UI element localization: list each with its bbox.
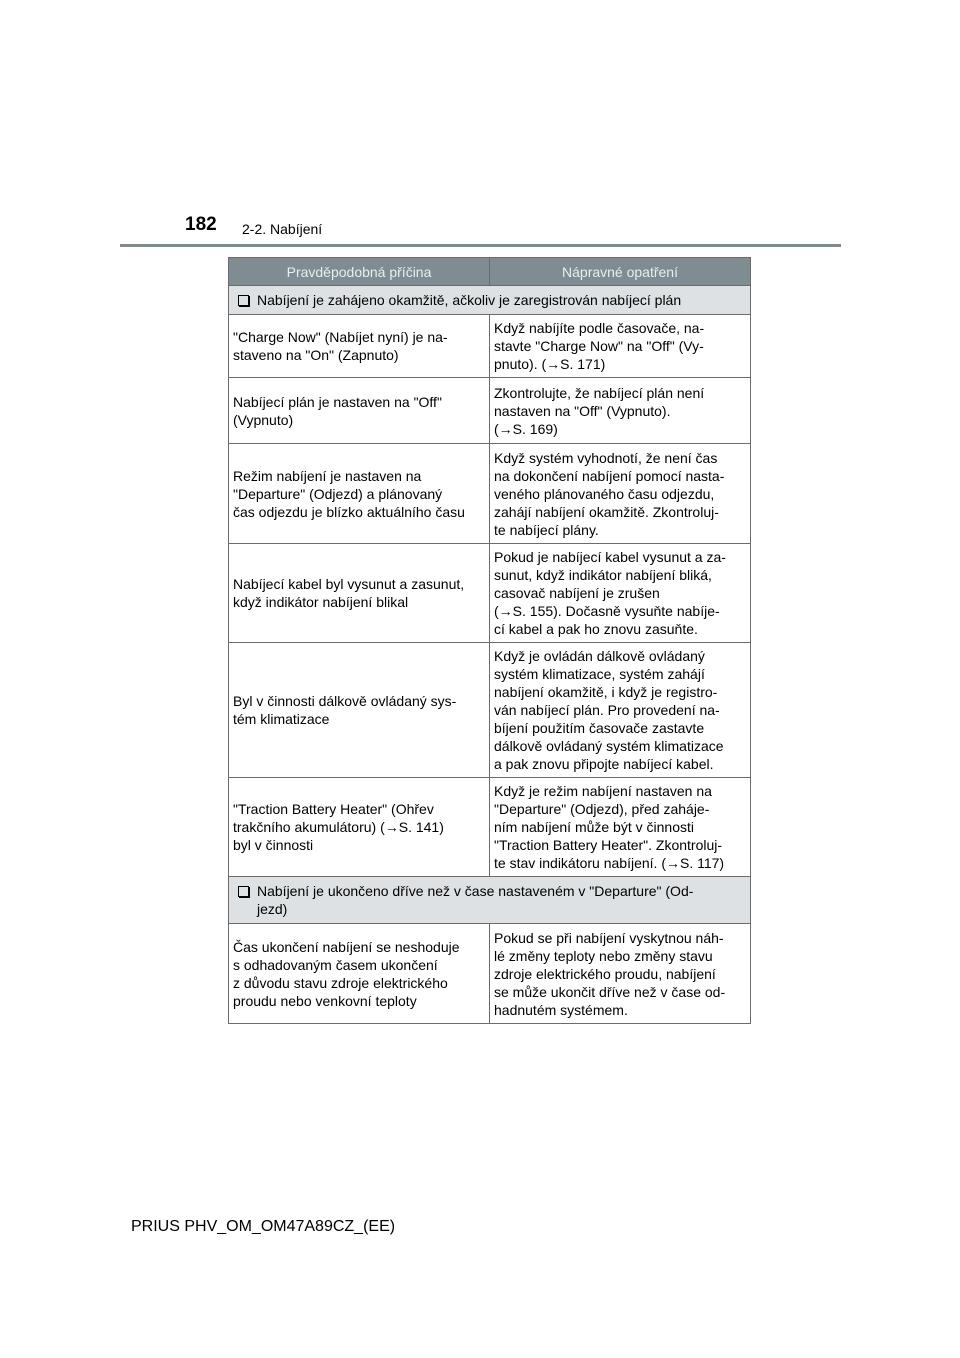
table-row — [229, 643, 751, 778]
section-title: 2-2. Nabíjení — [242, 221, 323, 237]
table-row — [229, 444, 751, 544]
remedy-cell: Pokud se při nabíjení vyskytnou náh- lé změny teploty nebo změny stavu zdroje elektrického proudu, nabíjení se může ukončit dříve než v čase od- hadnutém systémem. — [490, 924, 751, 1024]
table-row — [229, 924, 751, 1024]
troubleshooting-table — [228, 257, 751, 1024]
category-cell — [229, 877, 751, 924]
table-row — [229, 378, 751, 444]
table-row — [229, 544, 751, 643]
cause-cell: Nabíjecí kabel byl vysunut a zasunut, když indikátor nabíjení blikal — [229, 544, 490, 643]
cause-cell: "Charge Now" (Nabíjet nyní) je na- staveno na "On" (Zapnuto) — [229, 315, 490, 378]
remedy-cell: Když nabíjíte podle časovače, na- stavte "Charge Now" na "Off" (Vy- pnuto). (→S. 171) — [490, 315, 751, 378]
remedy-cell: Když je režim nabíjení nastaven na "Departure" (Odjezd), před zaháje- ním nabíjení může být v činnosti "Traction Battery Heater". Zkontroluj- te stav indikátoru nabíjení. (→S. 117) — [490, 778, 751, 877]
remedy-cell: Zkontrolujte, že nabíjecí plán není nastaven na "Off" (Vypnuto). (→S. 169) — [490, 378, 751, 444]
document-code: PRIUS PHV_OM_OM47A89CZ_(EE) — [131, 1218, 396, 1235]
cause-cell: Čas ukončení nabíjení se neshoduje s odhadovaným časem ukončení z důvodu stavu zdroje elektrického proudu nebo venkovní teploty — [229, 924, 490, 1024]
category-label: Nabíjení je zahájeno okamžitě, ačkoliv je zaregistrován nabíjecí plán — [257, 292, 682, 308]
category-cell — [229, 286, 751, 315]
checkbox-icon — [238, 886, 249, 897]
remedy-cell: Když je ovládán dálkově ovládaný systém klimatizace, systém zahájí nabíjení okamžitě, i když je registro- ván nabíjecí plán. Pro provedení na- bíjení použitím časovače zastavte dálkově ovládaný systém klimatizace a pak znovu připojte nabíjecí kabel. — [490, 643, 751, 778]
table-header-row — [229, 258, 751, 286]
category-row — [229, 286, 751, 315]
cause-cell: Byl v činnosti dálkově ovládaný sys- tém klimatizace — [229, 643, 490, 778]
page-number: 182 — [185, 214, 217, 235]
category-row — [229, 877, 751, 924]
cause-cell: "Traction Battery Heater" (Ohřev trakčního akumulátoru) (→S. 141) byl v činnosti — [229, 778, 490, 877]
table-row — [229, 315, 751, 378]
cause-cell: Režim nabíjení je nastaven na "Departure" (Odjezd) a plánovaný čas odjezdu je blízko aktuálního času — [229, 444, 490, 544]
category-label: Nabíjení je ukončeno dříve než v čase nastaveném v "Departure" (Od- jezd) — [257, 883, 694, 917]
remedy-cell: Když systém vyhodnotí, že není čas na dokončení nabíjení pomocí nasta- veného plánovaného času odjezdu, zahájí nabíjení okamžitě. Zkontroluj- te nabíjecí plány. — [490, 444, 751, 544]
table-row — [229, 778, 751, 877]
checkbox-icon — [238, 295, 249, 306]
header-rule — [120, 244, 841, 247]
column-header-remedy: Nápravné opatření — [490, 258, 751, 286]
remedy-cell: Pokud je nabíjecí kabel vysunut a za- sunut, když indikátor nabíjení bliká, casovač nabíjení je zrušen (→S. 155). Dočasně vysuňte nabíje- cí kabel a pak ho znovu zasuňte. — [490, 544, 751, 643]
column-header-cause: Pravděpodobná příčina — [229, 258, 490, 286]
cause-cell: Nabíjecí plán je nastaven na "Off" (Vypnuto) — [229, 378, 490, 444]
